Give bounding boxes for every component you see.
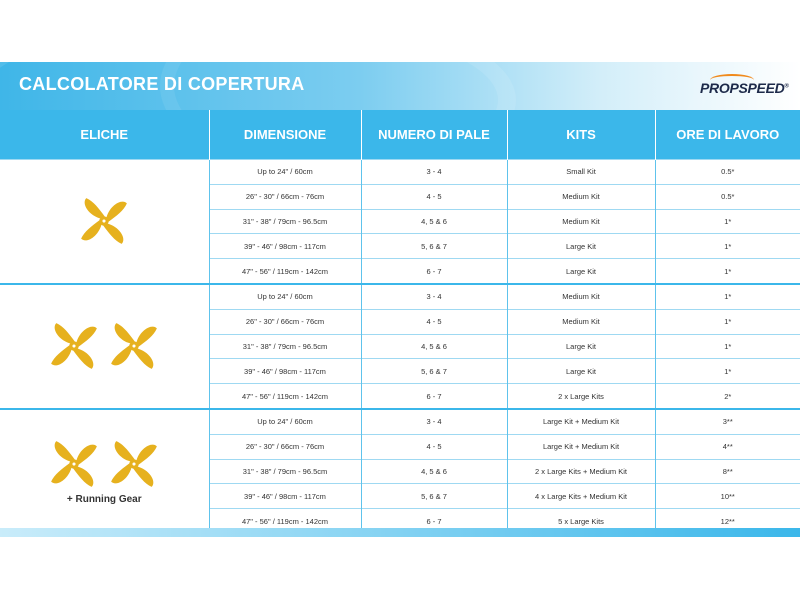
column-header-dimensione: DIMENSIONE [209, 110, 361, 160]
kit-cell: Large Kit + Medium Kit [507, 409, 655, 434]
table-row [0, 160, 800, 185]
kit-cell: Small Kit [507, 160, 655, 185]
kit-cell: Large Kit [507, 259, 655, 284]
kit-cell: Medium Kit [507, 284, 655, 309]
footer-bar [0, 528, 800, 537]
propeller-icons [0, 320, 209, 372]
hours-cell: 1* [655, 209, 800, 234]
propeller-group-cell [0, 409, 209, 533]
hours-cell: 2* [655, 384, 800, 409]
dimension-cell: 39" - 46" / 98cm - 117cm [209, 484, 361, 509]
kit-cell: 4 x Large Kits + Medium Kit [507, 484, 655, 509]
blades-cell: 3 - 4 [361, 284, 507, 309]
blades-cell: 4 - 5 [361, 184, 507, 209]
dimension-cell: Up to 24" / 60cm [209, 160, 361, 185]
dimension-cell: 47" - 56" / 119cm - 142cm [209, 509, 361, 533]
table-body [0, 160, 800, 533]
dimension-cell: 26" - 30" / 66cm - 76cm [209, 309, 361, 334]
page-title: CALCOLATORE DI COPERTURA [19, 74, 305, 94]
kit-cell: 2 x Large Kits [507, 384, 655, 409]
kit-cell: Medium Kit [507, 209, 655, 234]
dimension-cell: 47" - 56" / 119cm - 142cm [209, 384, 361, 409]
dimension-cell: 39" - 46" / 98cm - 117cm [209, 234, 361, 259]
table-row [0, 409, 800, 434]
kit-cell: 2 x Large Kits + Medium Kit [507, 459, 655, 484]
kit-cell: Medium Kit [507, 184, 655, 209]
column-header-ore-di-lavoro: ORE DI LAVORO [655, 110, 800, 160]
propeller-icon [78, 195, 130, 247]
blades-cell: 4 - 5 [361, 309, 507, 334]
blades-cell: 3 - 4 [361, 160, 507, 185]
dimension-cell: 31" - 38" / 79cm - 96.5cm [209, 209, 361, 234]
blades-cell: 6 - 7 [361, 259, 507, 284]
propeller-icon [108, 320, 160, 372]
blades-cell: 5, 6 & 7 [361, 484, 507, 509]
propeller-icon [48, 438, 100, 490]
kit-cell: Large Kit [507, 359, 655, 384]
hours-cell: 1* [655, 334, 800, 359]
header-banner [0, 62, 800, 110]
hours-cell: 1* [655, 359, 800, 384]
dimension-cell: 31" - 38" / 79cm - 96.5cm [209, 334, 361, 359]
blades-cell: 5, 6 & 7 [361, 234, 507, 259]
blades-cell: 5, 6 & 7 [361, 359, 507, 384]
hours-cell: 0.5* [655, 160, 800, 185]
propeller-icons [0, 438, 209, 490]
coverage-table [0, 110, 800, 533]
column-header-numero-di-pale: NUMERO DI PALE [361, 110, 507, 160]
hours-cell: 3** [655, 409, 800, 434]
blades-cell: 6 - 7 [361, 509, 507, 533]
propeller-group-cell [0, 160, 209, 284]
hours-cell: 1* [655, 284, 800, 309]
blades-cell: 4 - 5 [361, 434, 507, 459]
blades-cell: 6 - 7 [361, 384, 507, 409]
dimension-cell: 47" - 56" / 119cm - 142cm [209, 259, 361, 284]
hours-cell: 10** [655, 484, 800, 509]
kit-cell: Large Kit [507, 334, 655, 359]
hours-cell: 12** [655, 509, 800, 533]
column-header-kits: KITS [507, 110, 655, 160]
propeller-icon [48, 320, 100, 372]
dimension-cell: Up to 24" / 60cm [209, 284, 361, 309]
hours-cell: 8** [655, 459, 800, 484]
kit-cell: Large Kit + Medium Kit [507, 434, 655, 459]
brand-name: PROPSPEED® [700, 80, 789, 96]
dimension-cell: 39" - 46" / 98cm - 117cm [209, 359, 361, 384]
dimension-cell: Up to 24" / 60cm [209, 409, 361, 434]
dimension-cell: 31" - 38" / 79cm - 96.5cm [209, 459, 361, 484]
table-row [0, 284, 800, 309]
hours-cell: 0.5* [655, 184, 800, 209]
hours-cell: 1* [655, 259, 800, 284]
blades-cell: 4, 5 & 6 [361, 334, 507, 359]
running-gear-label: + Running Gear [66, 493, 142, 505]
blades-cell: 3 - 4 [361, 409, 507, 434]
hours-cell: 1* [655, 234, 800, 259]
hours-cell: 1* [655, 309, 800, 334]
kit-cell: Medium Kit [507, 309, 655, 334]
kit-cell: 5 x Large Kits [507, 509, 655, 533]
blades-cell: 4, 5 & 6 [361, 209, 507, 234]
brand-logo [700, 78, 796, 100]
blades-cell: 4, 5 & 6 [361, 459, 507, 484]
hours-cell: 4** [655, 434, 800, 459]
dimension-cell: 26" - 30" / 66cm - 76cm [209, 434, 361, 459]
column-header-eliche: ELICHE [0, 110, 209, 160]
propeller-icon [108, 438, 160, 490]
propeller-group-cell [0, 284, 209, 409]
table-header-row [0, 110, 800, 160]
kit-cell: Large Kit [507, 234, 655, 259]
propeller-icons [0, 195, 209, 247]
dimension-cell: 26" - 30" / 66cm - 76cm [209, 184, 361, 209]
